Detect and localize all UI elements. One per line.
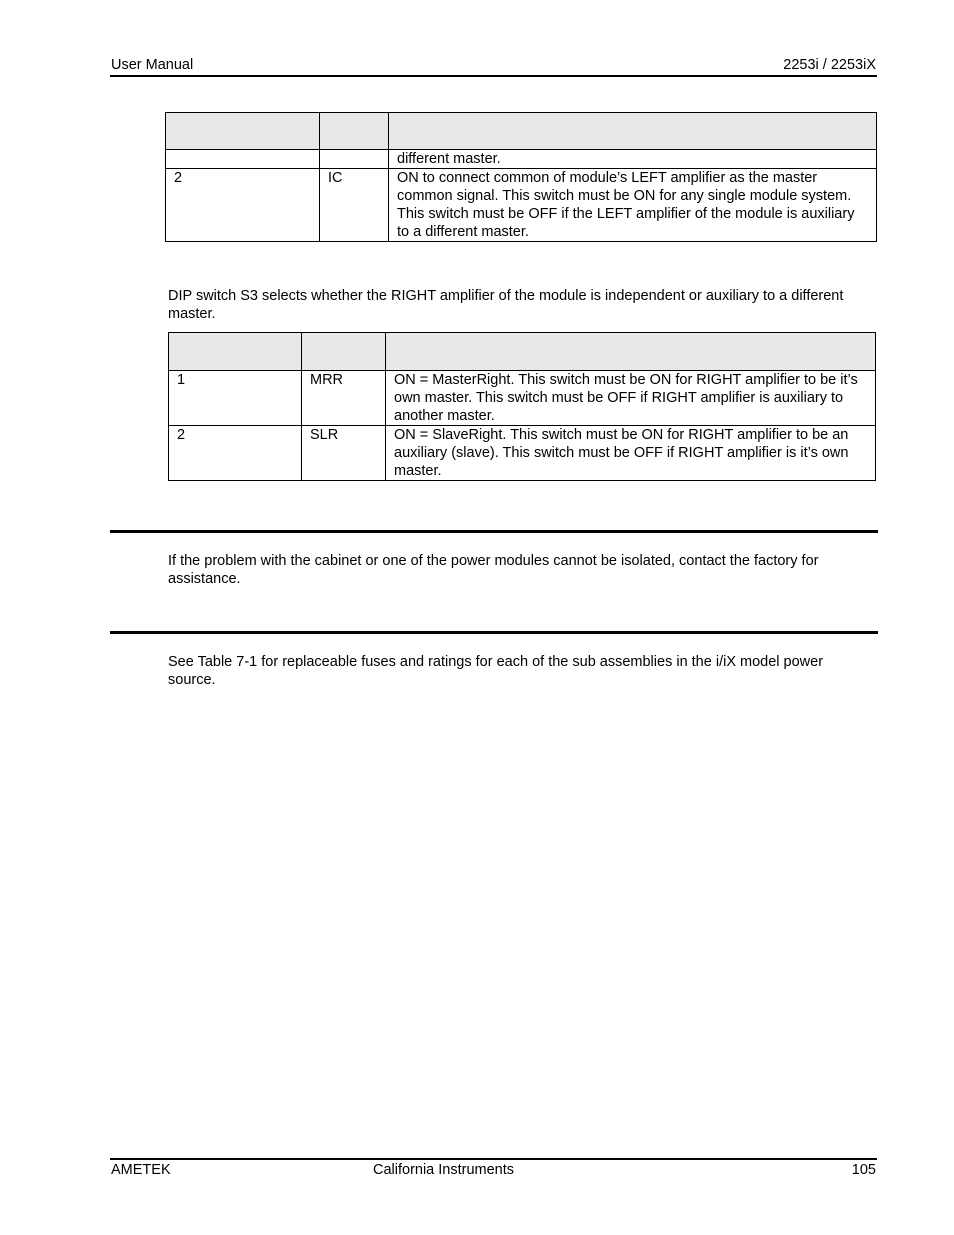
- section-rule: [110, 631, 878, 634]
- fuses-paragraph: See Table 7-1 for replaceable fuses and ratings for each of the sub assemblies in the i/iX model power source.: [168, 654, 824, 688]
- header-title: User Manual: [111, 57, 194, 73]
- factory-assistance-paragraph: If the problem with the cabinet or one of the power modules cannot be isolated, contact the factory for assistance.: [168, 553, 819, 587]
- header-cell: [386, 333, 876, 371]
- table-header-row: [166, 113, 877, 150]
- name-cell: [320, 150, 389, 169]
- header-cell: [389, 113, 877, 150]
- description-cell: different master.: [389, 150, 877, 169]
- table-row: [166, 169, 877, 242]
- name-cell: IC: [320, 169, 389, 242]
- header-cell: [166, 113, 320, 150]
- switch-cell: [166, 150, 320, 169]
- footer-company: AMETEK: [111, 1162, 171, 1178]
- table-header-row: [169, 333, 876, 371]
- table-row: [166, 150, 877, 169]
- switch-cell: 2: [169, 426, 302, 481]
- description-cell: ON = SlaveRight. This switch must be ON for RIGHT amplifier to be an auxiliary (slave). This switch must be OFF if RIGHT amplifier is it’s own master.: [386, 426, 876, 481]
- page-number: 105: [851, 1162, 876, 1178]
- s3-intro-paragraph: DIP switch S3 selects whether the RIGHT amplifier of the module is independent or auxiliary to a different master.: [168, 288, 844, 322]
- description-cell: ON to connect common of module’s LEFT amplifier as the master common signal. This switch must be ON for any single module system. This switch must be OFF if the LEFT amplifier of the module is auxiliary to a different master.: [389, 169, 877, 242]
- header-cell: [320, 113, 389, 150]
- table-row: [169, 371, 876, 426]
- switch-cell: 2: [166, 169, 320, 242]
- table-row: [169, 426, 876, 481]
- name-cell: MRR: [302, 371, 386, 426]
- header-rule: [110, 75, 877, 77]
- table-s2-continued: [165, 112, 877, 242]
- table-s3: [168, 332, 876, 481]
- header-cell: [302, 333, 386, 371]
- name-cell: SLR: [302, 426, 386, 481]
- footer-division: California Instruments: [373, 1162, 515, 1178]
- section-rule: [110, 530, 878, 533]
- switch-cell: 1: [169, 371, 302, 426]
- footer-rule: [110, 1158, 877, 1160]
- description-cell: ON = MasterRight. This switch must be ON for RIGHT amplifier to be it’s own master. This switch must be OFF if RIGHT amplifier is auxiliary to another master.: [386, 371, 876, 426]
- header-model: 2253i / 2253iX: [783, 57, 876, 73]
- header-cell: [169, 333, 302, 371]
